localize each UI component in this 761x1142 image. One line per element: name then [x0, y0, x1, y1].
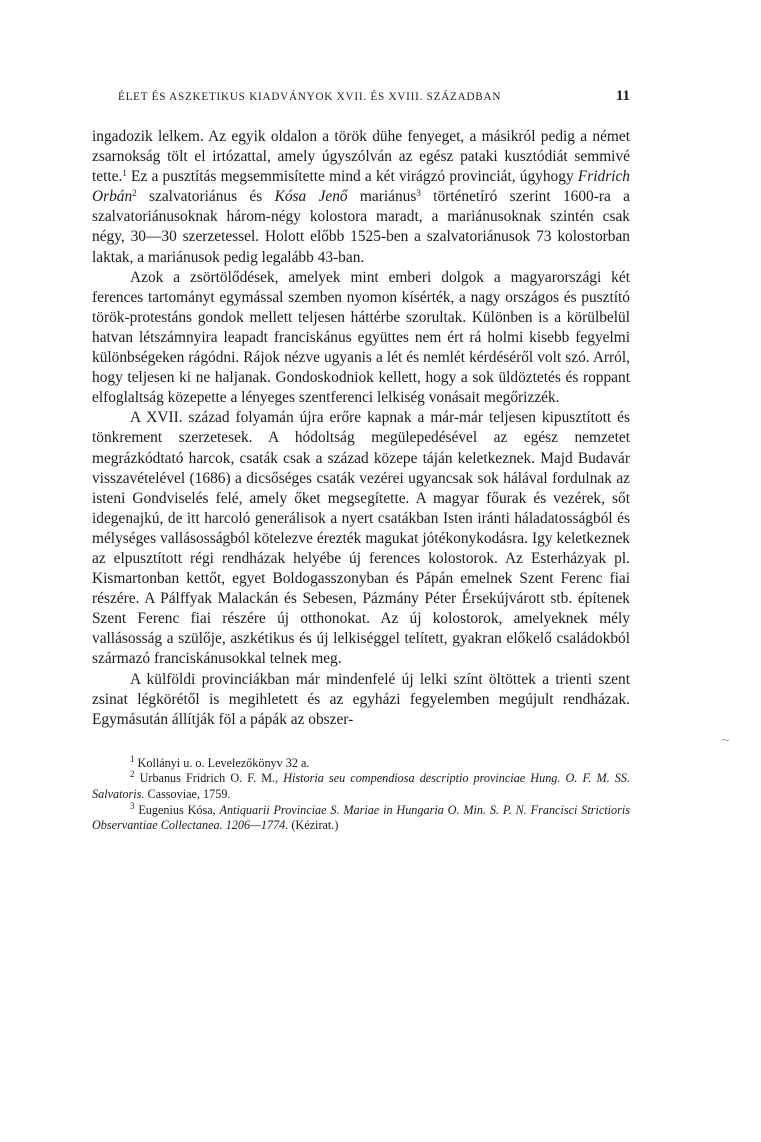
margin-mark: ~ — [722, 732, 730, 747]
text-run: Cassoviae, 1759. — [144, 787, 231, 801]
footnote — [92, 753, 630, 772]
text-run: (Kézirat.) — [288, 818, 339, 833]
footnote — [92, 771, 630, 802]
paragraph — [92, 127, 630, 268]
text-run: Ez a pusztítás megsemmisítette mind a két virágzó provinciát, úgyhogy — [126, 168, 578, 186]
body-text — [92, 127, 630, 730]
paragraph — [92, 408, 630, 669]
italic-text: Antiquarii Provinciae S. Mariae in Hungaria O. Min. S. P. N. Francisci Strictioris Observantiae Collectanea. 1206—1774. — [92, 802, 631, 833]
paragraph — [92, 268, 630, 409]
text-run: szalvatoriánus és — [136, 188, 275, 206]
text-run: mariánus — [347, 188, 417, 206]
footnote — [92, 800, 631, 834]
text-run: Urbanus Fridrich O. F. M., — [134, 771, 284, 786]
footnotes — [92, 753, 631, 834]
page-number: 11 — [615, 88, 630, 104]
text-run: Azok a zsörtölődések, amelyek mint emberi dolgok a magyarországi két ferences tartományt egymással szemben nyomon kísérték, a nagy országos és pusztító török-protestáns gondok mellett teljesen háttérbe szorultak. Különben is a körülbelül hatvan létszámnyira leapadt franciskánus együttes nem ért rá holmi kisebb fegyelmi különbségeken rágódni. Rájok nézve ugyanis a lét és nemlét kérdéséről volt szó. Arról, hogy teljesen ki ne haljanak. Gondoskodniok kellett, hogy a sok üldöztetés és roppant elfoglaltság közepette a lényeges szentferenci lelkiség vonásait megőrizzék. — [92, 268, 630, 407]
text-run: ingadozik lelkem. Az egyik oldalon a török dühe fenyeget, a másikról pedig a német zsarnokság tölt el irtózattal, amely úgyszólván az egész pataki kusztódiát semmivé tette. — [92, 128, 630, 186]
footnote-ref: 3 — [416, 188, 421, 199]
text-run: történetíró szerint 1600-ra a szalvatoriánusoknak három-négy kolostora maradt, a mariánusoknak szintén csak négy, 30—30 szerzetessel. Holott előbb 1525-ben a szalvatoriánusok 73 kolostorban laktak, a mariánusok pedig legalább 43-ban. — [92, 188, 630, 266]
footnote-ref: 3 — [130, 800, 135, 811]
text-run: A XVII. század folyamán újra erőre kapnak a már-már teljesen kipusztított és tönkrement szerzetesek. A hódoltság megülepedésével az egész nemzetet megrázkódtató harcok, csaták csak a század közepe táján keletkeznek. Majd Budavár visszavételével (1686) a dicsőséges csaták vezérei ugyancsak sok hálával fordulnak az isteni Gondviselés felé, amely őket megsegítette. A magyar főurak és vezérek, sőt idegenajkú, de itt harcoló generálisok a nyert csatákban Isten iránti háladatosságból és mélységes vallásosságból kötelezve érezték magukat jótékonykodásra. Igy keletkeznek az elpusztított régi rendházak helyébe új ferences kolostorok. Az Esterházyak pl. Kismartonban kettőt, egyet Boldogasszonyban és Pápán emelnek Szent Ferenc fiai részére. A Pálffyak Malackán és Sebesen, Pázmány Péter Érsekújvárott stb. építenek Szent Ferenc fiai részére új otthonokat. Az új kolostorok, amelyeknek mély vallásosság a szülője, aszkétikus és új lelkiséggel telített, gyakran előkelő családokból származó franciskánusokkal telnek meg. — [92, 409, 630, 668]
italic-text: Fridrich Orbán — [92, 168, 630, 206]
footnote-ref: 2 — [130, 769, 135, 780]
footnote-ref: 2 — [132, 188, 137, 199]
paragraph — [92, 670, 630, 730]
italic-text: Historia seu compendiosa descriptio provinciae Hung. O. F. M. SS. Salvatoris. — [92, 771, 630, 801]
italic-text: Kósa Jenő — [274, 188, 348, 206]
text-run: Eugenius Kósa, — [134, 802, 220, 817]
text-run: Kollányi u. o. Levelezőkönyv 32 a. — [134, 755, 310, 770]
running-header — [92, 88, 630, 105]
footnote-ref: 1 — [130, 753, 135, 764]
running-title: ÉLET ÉS ASZKETIKUS KIADVÁNYOK XVII. ÉS XVIII. SZÁZADBAN — [118, 91, 502, 103]
footnote-ref: 1 — [122, 168, 127, 179]
book-page — [92, 88, 630, 834]
text-run: A külföldi provinciákban már mindenfelé új lelki színt öltöttek a trienti szent zsinat légkörétől is megihletett és az egyházi fegyelemben megújult rendházak. Egymásután állítják föl a pápák az obszer- — [92, 670, 630, 728]
